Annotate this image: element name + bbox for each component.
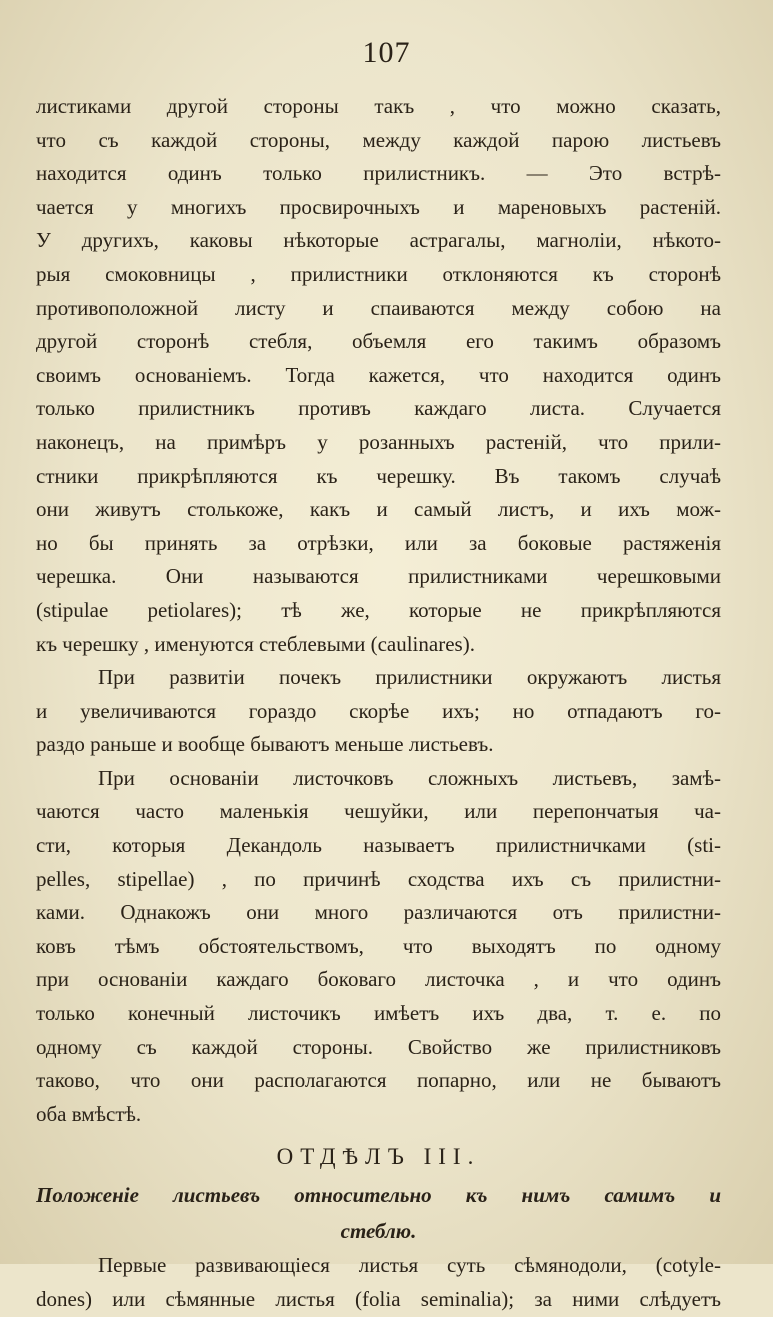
text-line: черешка. Они называются прилистниками черешковыми (36, 564, 721, 589)
text-line: но бы принять за отрѣзки, или за боковые растяженія (36, 530, 721, 555)
section-subtitle: Положеніе листьевъ относительно къ нимъ самимъ и (36, 1183, 721, 1208)
paragraph-first-line: При развитіи почекъ прилистники окружаютъ листья (98, 665, 721, 690)
text-line: dones) или сѣмянные листья (folia seminalia); за ними слѣдуетъ (36, 1287, 721, 1311)
text-line: (stipulae petiolares); тѣ же, которые не прикрѣпляются (36, 597, 721, 622)
text-line: что съ каждой стороны, между каждой парою листьевъ (36, 127, 721, 152)
text-line: одному съ каждой стороны. Свойство же прилистниковъ (36, 1034, 721, 1059)
paragraph-first-line: Первые развивающіеся листья суть сѣмянодоли, (cotyle- (98, 1253, 721, 1278)
text-line: стники прикрѣпляются къ черешку. Въ такомъ случаѣ (36, 463, 721, 488)
text-line: находится одинъ только прилистникъ. — Это встрѣ- (36, 161, 721, 186)
text-line: противоположной листу и спаиваются между собою на (36, 295, 721, 320)
page-body (36, 90, 721, 1317)
text-line: сти, которыя Декандоль называетъ прилистничками (sti- (36, 833, 721, 858)
text-line: другой сторонѣ стебля, объемля его такимъ образомъ (36, 329, 721, 354)
text-line: таково, что они располагаются попарно, или не бываютъ (36, 1068, 721, 1093)
text-line: при основаніи каждаго боковаго листочка , и что одинъ (36, 967, 721, 992)
text-line: У другихъ, каковы нѣкоторые астрагалы, магноліи, нѣкото- (36, 228, 721, 253)
paragraph-first-line: При основаніи листочковъ сложныхъ листьевъ, замѣ- (98, 765, 721, 790)
text-line: наконецъ, на примѣръ у розанныхъ растеній, что прили- (36, 429, 721, 454)
section-subtitle-end: стеблю. (340, 1219, 417, 1244)
section-heading: ОТДѢЛЪ III. (276, 1144, 481, 1170)
text-line: рыя смоковницы , прилистники отклоняются къ сторонѣ (36, 261, 721, 286)
text-line: и увеличиваются гораздо скорѣе ихъ; но отпадаютъ го- (36, 698, 721, 723)
text-line: pelles, stipellae) , по причинѣ сходства ихъ съ прилистни- (36, 866, 721, 891)
text-line: только конечный листочикъ имѣетъ ихъ два, т. е. по (36, 1001, 721, 1026)
text-line: къ черешку , именуются стеблевыми (caulinares). (36, 631, 475, 656)
text-line: чается у многихъ просвирочныхъ и мареновыхъ растеній. (36, 194, 721, 219)
text-line: только прилистникъ противъ каждаго листа. Случается (36, 396, 721, 421)
text-line: своимъ основаніемъ. Тогда кажется, что находится одинъ (36, 362, 721, 387)
text-line: раздо раньше и вообще бываютъ меньше листьевъ. (36, 732, 494, 757)
text-line: ковъ тѣмъ обстоятельствомъ, что выходятъ по одному (36, 933, 721, 958)
text-line: листиками другой стороны такъ , что можно сказать, (36, 94, 721, 118)
text-line: они живутъ столькоже, какъ и самый листъ, и ихъ мож- (36, 497, 721, 522)
text-line: ками. Однакожъ они много различаются отъ прилистни- (36, 900, 721, 925)
text-line: оба вмѣстѣ. (36, 1101, 142, 1126)
page-number: 107 (362, 36, 411, 69)
text-line: чаются часто маленькія чешуйки, или перепончатыя ча- (36, 799, 721, 824)
